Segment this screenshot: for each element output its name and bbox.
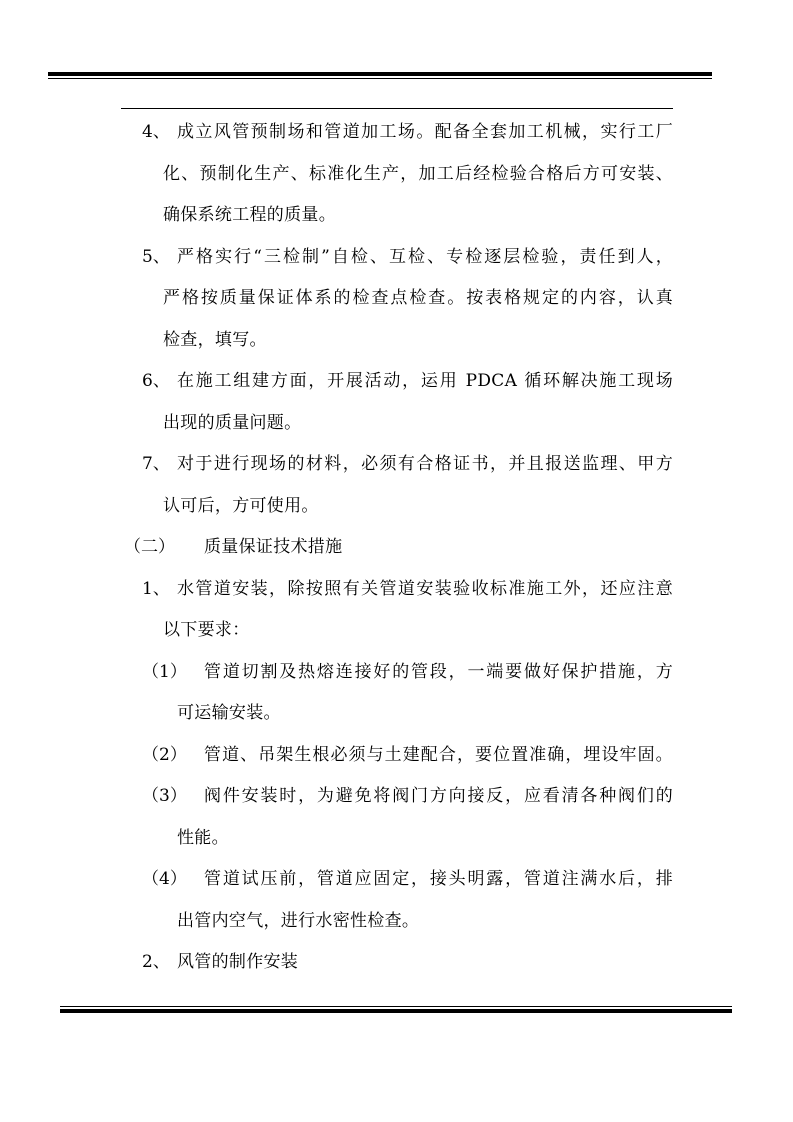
subitem-number: （1） [142,662,187,682]
section-number: （二） [124,537,175,557]
item-text-line: 认可后，方可使用。 [163,496,319,516]
item-number: 7、 [142,454,170,474]
header-rule-thick [48,72,712,76]
item-number: 2、 [142,952,170,972]
item-number: 1、 [142,579,170,599]
subitem-text-line: 管道切割及热熔连接好的管段，一端要做好保护措施，方 [204,662,673,682]
subitem-number: （2） [142,745,187,765]
subitem-text-line: 出管内空气，进行水密性检查。 [177,911,420,931]
header-rule-thin [48,78,712,79]
item-number: 6、 [142,371,170,391]
item-text-line: 化、预制化生产、标准化生产，加工后经检验合格后方可安装、 [163,164,673,184]
subitem-number: （4） [142,869,187,889]
item-text-line: 出现的质量问题。 [163,413,302,433]
item-text-line: 在施工组建方面，开展活动，运用 PDCA 循环解决施工现场 [177,371,673,391]
subitem-number: （3） [142,786,187,806]
item-text-line: 水管道安装，除按照有关管道安装验收标准施工外，还应注意 [177,579,673,599]
item-number: 4、 [142,122,170,142]
header-rule-short [121,108,673,109]
item-text-line: 对于进行现场的材料，必须有合格证书，并且报送监理、甲方 [177,454,673,474]
item-text-line: 严格按质量保证体系的检查点检查。按表格规定的内容，认真 [163,288,673,308]
footer-rule-thin [60,1006,732,1007]
item-text-line: 严格实行“三检制”自检、互检、专检逐层检验，责任到人， [177,247,673,267]
item-text-line: 检查，填写。 [163,330,267,350]
section-title: 质量保证技术措施 [204,537,343,557]
subitem-text-line: 阀件安装时，为避免将阀门方向接反，应看清各种阀们的 [204,786,673,806]
subitem-text-line: 管道试压前，管道应固定，接头明露，管道注满水后，排 [204,869,673,889]
footer-rule-thick [60,1009,732,1013]
item-number: 5、 [142,247,170,267]
item-text-line: 以下要求： [163,620,250,640]
item-text-line: 确保系统工程的质量。 [163,205,336,225]
item-text-line: 成立风管预制场和管道加工场。配备全套加工机械，实行工厂 [177,122,673,142]
subitem-text-line: 管道、吊架生根必须与土建配合，要位置准确，埋设牢固。 [204,745,673,765]
subitem-text-line: 性能。 [177,828,229,848]
subitem-text-line: 可运输安装。 [177,703,281,723]
item-title: 风管的制作安装 [177,952,299,972]
